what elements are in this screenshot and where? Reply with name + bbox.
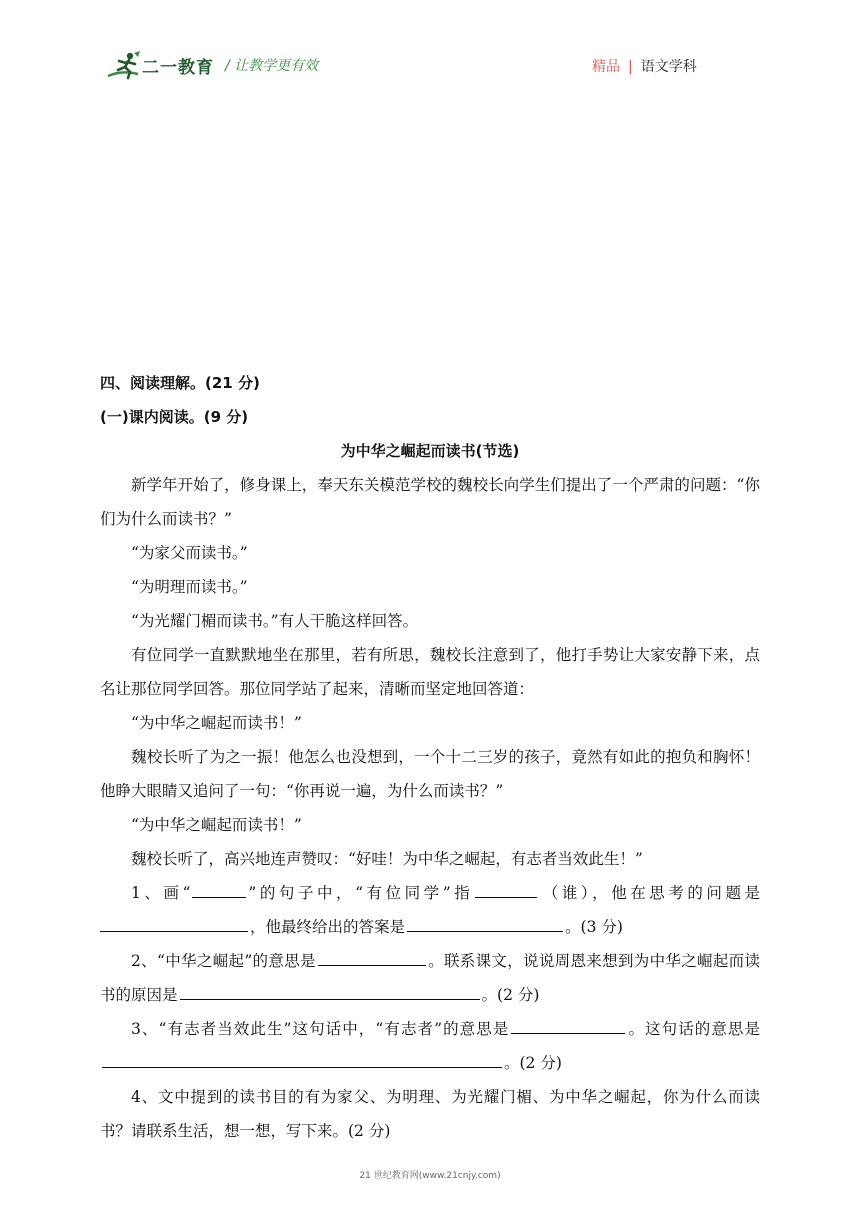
question-text: 2、“中华之崛起”的意思是 — [131, 952, 316, 970]
page-header — [0, 0, 860, 90]
question-3 — [100, 1012, 760, 1080]
header-slogan: / 让教学更有效 — [225, 58, 319, 74]
header-tag: 精品 — [592, 59, 620, 75]
passage-paragraph: “为光耀门楣而读书。”有人干脆这样回答。 — [131, 612, 419, 630]
answer-blank[interactable] — [102, 1047, 502, 1068]
passage-paragraph: 新学年开始了，修身课上，奉天东关模范学校的魏校长向学生们提出了一个严肃的问题：“你们为什么而读书？” — [100, 476, 760, 528]
question-1 — [100, 876, 760, 944]
section-title: 四、阅读理解。(21 分) — [100, 374, 260, 392]
question-text: 。联系课文，说说周恩来想到为中华之崛起而读书的原因是 — [100, 952, 760, 1004]
section-subtitle: (一)课内阅读。(9 分) — [100, 408, 249, 426]
header-subject: 语文学科 — [640, 59, 697, 75]
question-text: ”的句子中，“有位同学”指 — [248, 884, 474, 902]
question-2 — [100, 944, 760, 1012]
passage-paragraph: 有位同学一直默默地坐在那里，若有所思，魏校长注意到了，他打手势让大家安静下来，点名让那位同学回答。那位同学站了起来，清晰而坚定地回答道： — [100, 646, 760, 698]
passage-paragraph: “为中华之崛起而读书！” — [131, 714, 302, 732]
header-separator: | — [628, 59, 633, 75]
question-text: 。(3 分) — [565, 918, 623, 936]
passage-paragraph: “为中华之崛起而读书！” — [131, 816, 302, 834]
answer-blank[interactable] — [100, 911, 248, 932]
document-body — [100, 366, 760, 1148]
answer-blank[interactable] — [511, 1013, 625, 1034]
question-text: （谁），他在思考的问题是 — [539, 884, 760, 902]
passage-title: 为中华之崛起而读书(节选) — [340, 442, 520, 460]
question-text: 。这句话的意思是 — [627, 1020, 760, 1038]
passage-paragraph: “为家父而读书。” — [131, 544, 248, 562]
passage-paragraph: 魏校长听了为之一振！他怎么也没想到，一个十二三岁的孩子，竟然有如此的抱负和胸怀！他睁大眼睛又追问了一句：“你再说一遍，为什么而读书？” — [100, 748, 760, 800]
question-text: 3、“有志者当效此生”这句话中，“有志者”的意思是 — [131, 1020, 510, 1038]
question-text: 。(2 分) — [481, 986, 540, 1004]
passage-paragraph: 魏校长听了，高兴地连声赞叹：“好哇！为中华之崛起，有志者当效此生！” — [131, 850, 643, 868]
header-right — [592, 56, 697, 76]
page-footer: 21 世纪教育网(www.21cnjy.com) — [359, 1171, 501, 1181]
passage-paragraph: “为明理而读书。” — [131, 578, 248, 596]
answer-blank[interactable] — [318, 945, 426, 966]
answer-blank[interactable] — [407, 911, 563, 932]
answer-blank[interactable] — [180, 979, 480, 1000]
answer-blank[interactable] — [192, 877, 246, 898]
question-text: 。(2 分) — [504, 1054, 562, 1072]
answer-blank[interactable] — [475, 877, 537, 898]
question-text: 1、画“ — [131, 884, 191, 902]
logo-text: 二一教育 — [142, 58, 214, 78]
question-text: ，他最终给出的答案是 — [250, 918, 406, 936]
question-4: 4、文中提到的读书目的有为家父、为明理、为光耀门楣、为中华之崛起，你为什么而读书？请联系生活，想一想，写下来。(2 分) — [100, 1088, 760, 1140]
